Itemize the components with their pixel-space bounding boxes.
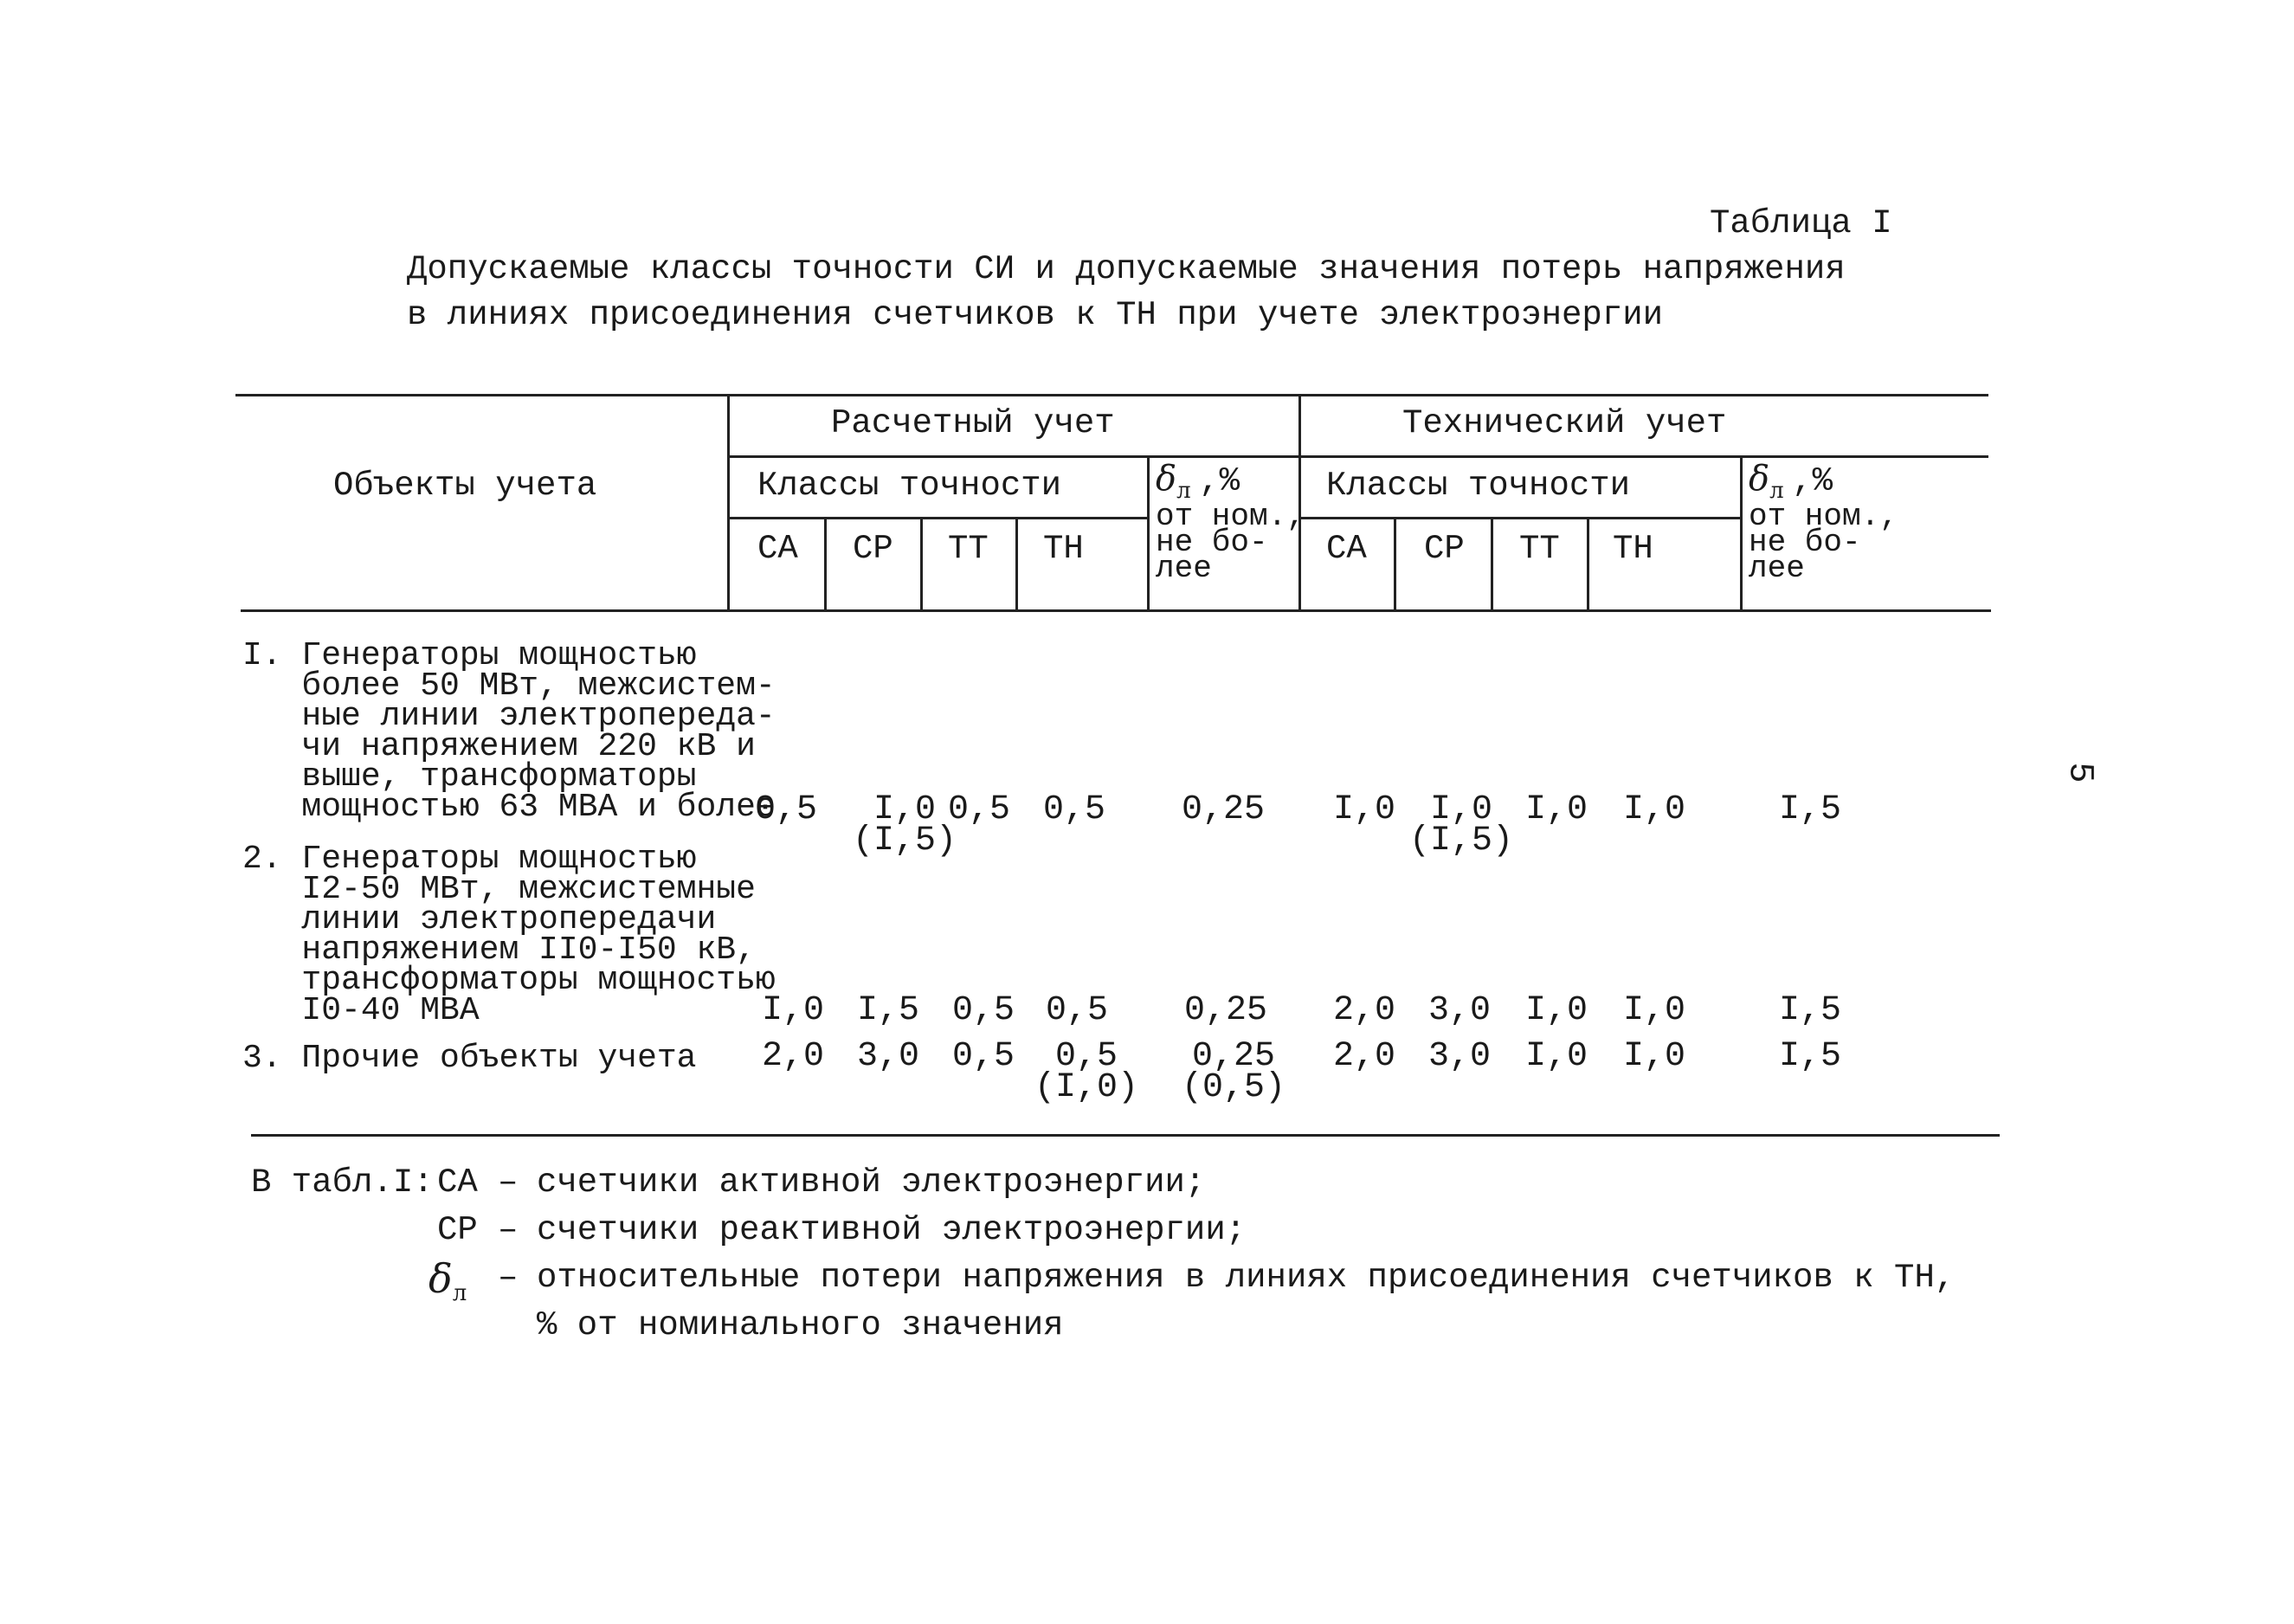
notes-prefix: В табл.I: bbox=[251, 1163, 434, 1202]
row-1-t-cp: I,0 (I,5) bbox=[1409, 790, 1514, 860]
row-2-t-ca: 2,0 bbox=[1333, 991, 1396, 1030]
row-3-s-cp: 3,0 bbox=[857, 1037, 920, 1076]
col-divider-s-cp bbox=[920, 517, 923, 612]
row-3-t-delta: I,5 bbox=[1779, 1037, 1842, 1076]
row-1-t-delta: I,5 bbox=[1779, 790, 1842, 829]
table-title-line2: в линиях присоединения счетчиков к ТН при учете электроэнергии bbox=[407, 296, 1664, 334]
note-delta-text2: % от номинального значения bbox=[537, 1306, 1064, 1344]
row-1-s-tn: 0,5 bbox=[1043, 790, 1106, 829]
row-2-s-cp: I,5 bbox=[857, 991, 920, 1030]
header-bottom-rule bbox=[241, 609, 1991, 612]
row-1-t-ca: I,0 bbox=[1333, 790, 1396, 829]
delta-symbol: δ bbox=[1156, 459, 1177, 499]
header-t-cp: СР bbox=[1424, 530, 1465, 568]
col-divider-t-tn bbox=[1740, 455, 1743, 612]
group-header-rule bbox=[729, 455, 1988, 458]
note-ca-dash: – bbox=[498, 1163, 519, 1202]
row-1-s-cp: I,0 (I,5) bbox=[853, 790, 957, 860]
header-s-tn: ТН bbox=[1043, 530, 1084, 568]
note-ca-abbr: СА bbox=[437, 1163, 478, 1202]
col-divider-t-cp bbox=[1491, 517, 1493, 612]
classes-rule-technical bbox=[1300, 517, 1742, 519]
row-3-s-ca: 2,0 bbox=[762, 1037, 825, 1076]
header-s-cp: СР bbox=[853, 530, 893, 568]
delta-line3: лее bbox=[1749, 551, 1805, 586]
table-label: Таблица I bbox=[1710, 204, 1892, 242]
row-1-label: I. Генераторы мощностью более 50 МВт, межсистем- ные линии электропереда- чи напряжением 220 кВ и выше, трансформаторы мощностью 63 МВА и более bbox=[242, 637, 776, 826]
note-delta-dash: – bbox=[498, 1259, 519, 1297]
row-3-s-tn: 0,5 (I,0) bbox=[1034, 1037, 1139, 1107]
col-divider-t-tt bbox=[1587, 517, 1589, 612]
row-2-t-delta: I,5 bbox=[1779, 991, 1842, 1030]
delta-line1: от ном., bbox=[1156, 499, 1305, 534]
delta-subscript: л bbox=[1769, 478, 1784, 504]
row-3-t-tn: I,0 bbox=[1623, 1037, 1686, 1076]
header-t-delta bbox=[1749, 459, 1898, 586]
row-2-s-tt: 0,5 bbox=[952, 991, 1015, 1030]
header-s-tt: ТТ bbox=[948, 530, 989, 568]
note-cp-abbr: СР bbox=[437, 1211, 478, 1249]
row-3-t-ca: 2,0 bbox=[1333, 1037, 1396, 1076]
header-t-tn: ТН bbox=[1613, 530, 1653, 568]
row-1-s-ca: 0,5 bbox=[755, 790, 818, 829]
row-1-t-tt: I,0 bbox=[1525, 790, 1588, 829]
row-2-t-tt: I,0 bbox=[1525, 991, 1588, 1030]
header-technical-classes: Классы точности bbox=[1326, 467, 1631, 505]
row-2-label: 2. Генераторы мощностью I2-50 МВт, межсистемные линии электропередачи напряжением II0-I50 кВ, трансформаторы мощностью I0-40 МВА bbox=[242, 841, 776, 1029]
delta-unit: ,% bbox=[1792, 462, 1833, 500]
delta-subscript: л bbox=[1176, 478, 1191, 504]
note-cp-dash: – bbox=[498, 1211, 519, 1249]
note-delta-symbol: $\delta_л$ bbox=[429, 1255, 467, 1306]
col-divider-t-ca bbox=[1394, 517, 1396, 612]
row-1-s-tt: 0,5 bbox=[948, 790, 1011, 829]
page-number: 5 bbox=[2059, 762, 2099, 783]
note-delta-text: относительные потери напряжения в линиях присоединения счетчиков к ТН, bbox=[537, 1259, 1956, 1297]
table-title-line1: Допускаемые классы точности СИ и допускаемые значения потерь напряжения bbox=[407, 250, 1846, 288]
table-bottom-rule bbox=[251, 1134, 2000, 1137]
header-settlement: Расчетный учет bbox=[831, 404, 1115, 442]
row-2-s-tn: 0,5 bbox=[1046, 991, 1109, 1030]
row-3-t-tt: I,0 bbox=[1525, 1037, 1588, 1076]
row-1-t-tn: I,0 bbox=[1623, 790, 1686, 829]
row-3-s-tt: 0,5 bbox=[952, 1037, 1015, 1076]
row-1-s-delta: 0,25 bbox=[1182, 790, 1266, 829]
delta-line2: не бо- bbox=[1749, 525, 1861, 560]
delta-line1: от ном., bbox=[1749, 499, 1898, 534]
header-t-ca: СА bbox=[1326, 530, 1367, 568]
classes-rule-settlement bbox=[729, 517, 1149, 519]
note-ca-text: счетчики активной электроэнергии; bbox=[537, 1163, 1206, 1202]
row-2-t-tn: I,0 bbox=[1623, 991, 1686, 1030]
header-technical: Технический учет bbox=[1402, 404, 1727, 442]
header-objects: Объекты учета bbox=[333, 467, 597, 505]
row-2-t-cp: 3,0 bbox=[1428, 991, 1492, 1030]
col-divider-s-tn bbox=[1147, 455, 1150, 612]
col-divider-s-tt bbox=[1015, 517, 1018, 612]
delta-line2: не бо- bbox=[1156, 525, 1268, 560]
delta-line3: лее bbox=[1156, 551, 1212, 586]
row-3-t-cp: 3,0 bbox=[1428, 1037, 1492, 1076]
header-t-tt: ТТ bbox=[1519, 530, 1560, 568]
row-3-s-delta: 0,25 (0,5) bbox=[1182, 1037, 1286, 1107]
header-s-delta bbox=[1156, 459, 1305, 586]
col-divider-objects bbox=[727, 394, 730, 612]
delta-unit: ,% bbox=[1199, 462, 1240, 500]
table-top-rule bbox=[235, 394, 1988, 396]
header-settlement-classes: Классы точности bbox=[757, 467, 1062, 505]
delta-symbol: δ bbox=[1749, 459, 1770, 499]
note-cp-text: счетчики реактивной электроэнергии; bbox=[537, 1211, 1247, 1249]
row-2-s-ca: I,0 bbox=[762, 991, 825, 1030]
row-2-s-delta: 0,25 bbox=[1184, 991, 1268, 1030]
row-3-label: 3. Прочие объекты учета bbox=[242, 1040, 697, 1077]
header-s-ca: СА bbox=[757, 530, 798, 568]
col-divider-s-ca bbox=[824, 517, 827, 612]
